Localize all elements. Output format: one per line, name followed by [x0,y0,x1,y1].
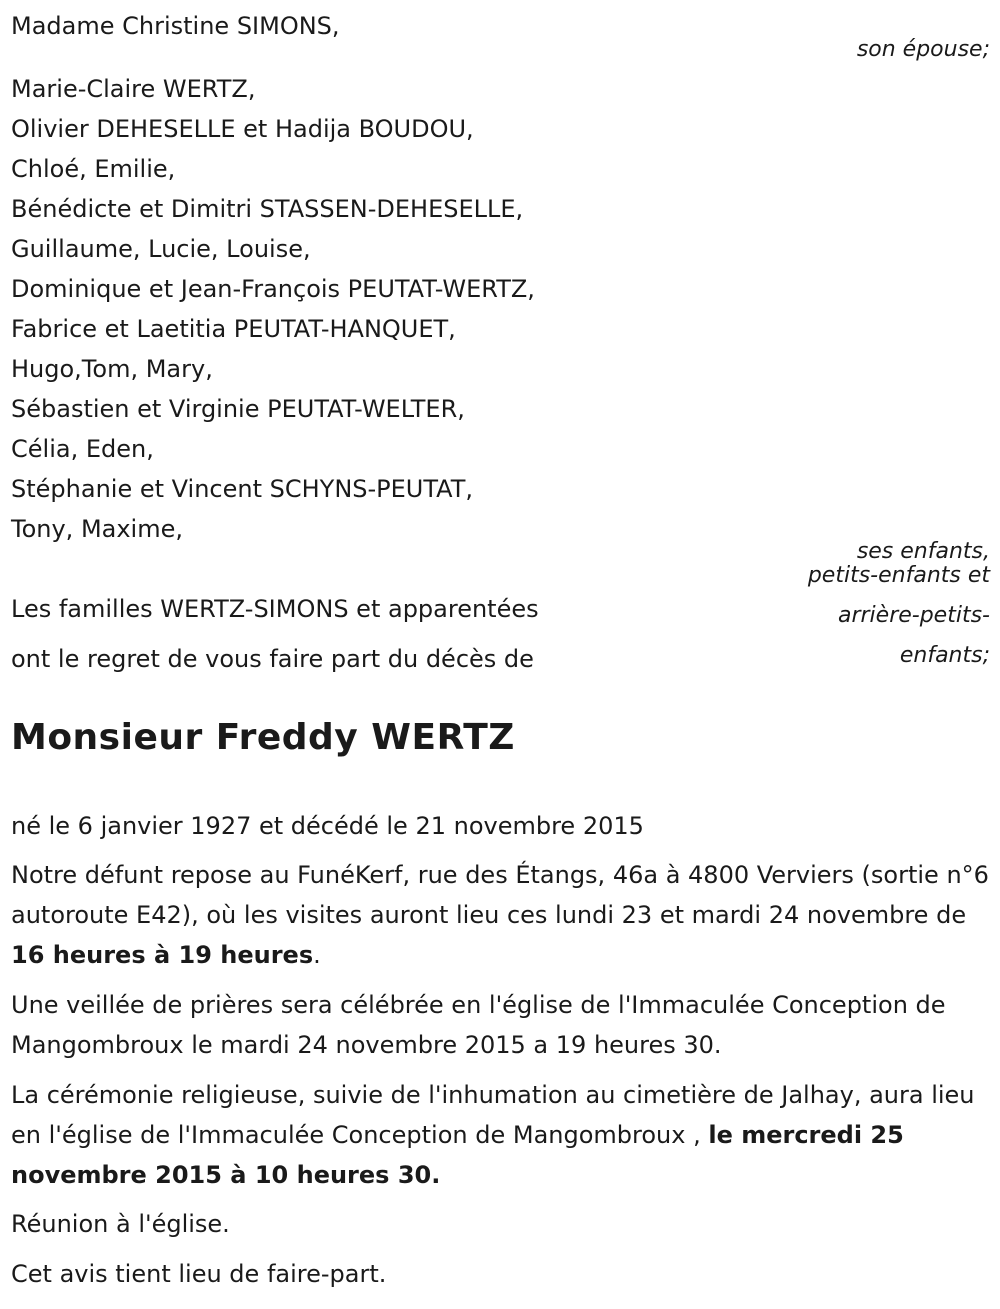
family-member: Stéphanie et Vincent SCHYNS-PEUTAT, [11,475,474,503]
family-member: Marie-Claire WERTZ, [11,75,256,103]
vigil-text: Une veillée de prières sera célébrée en l'église de l'Immaculée Conception de Mangombroux le mardi 24 novembre 2015 a 19 heures 30. [11,991,946,1059]
family-role-line: petits-enfants et [807,563,990,588]
visitation-end: . [313,941,321,969]
family-member: Dominique et Jean-François PEUTAT-WERTZ, [11,275,535,303]
family-member: Olivier DEHESELLE et Hadija BOUDOU, [11,115,474,143]
spouse-role: son épouse; [856,37,990,62]
visitation-text: Notre défunt repose au FunéKerf, rue des Étangs, 46a à 4800 Verviers (sortie n°6 autoroute E42), où les visites auront lieu ces lundi 23 et mardi 24 novembre de [11,861,989,929]
family-role-line: arrière-petits- [837,603,990,628]
deceased-name: Monsieur Freddy WERTZ [11,717,515,758]
family-member: Hugo,Tom, Mary, [11,355,213,383]
family-member: Chloé, Emilie, [11,155,176,183]
gathering-text: Réunion à l'église. [11,1210,230,1238]
family-member: Bénédicte et Dimitri STASSEN-DEHESELLE, [11,195,524,223]
visitation-hours: 16 heures à 19 heures [11,941,314,969]
notice-text: Cet avis tient lieu de faire-part. [11,1260,387,1288]
family-member: Tony, Maxime, [11,515,183,543]
family-role-line: ses enfants, [856,539,990,564]
ceremony-paragraph [11,1075,996,1195]
family-member: Fabrice et Laetitia PEUTAT-HANQUET, [11,315,456,343]
ceremony-text: La cérémonie religieuse, suivie de l'inhumation au cimetière de Jalhay, aura lieu en l'église de l'Immaculée Conception de Mangombroux , [11,1081,975,1149]
announcement-line: ont le regret de vous faire part du décès de [11,645,534,673]
family-member: Sébastien et Virginie PEUTAT-WELTER, [11,395,465,423]
family-member: Célia, Eden, [11,435,154,463]
family-member: Guillaume, Lucie, Louise, [11,235,311,263]
birth-death-dates: né le 6 janvier 1927 et décédé le 21 novembre 2015 [11,812,644,840]
visitation-paragraph [11,855,996,975]
announcement-line: Les familles WERTZ-SIMONS et apparentées [11,595,539,623]
spouse-name: Madame Christine SIMONS, [11,12,340,40]
vigil-paragraph [11,985,996,1065]
ceremony-when: le mercredi 25 novembre 2015 à 10 heures 30. [11,1121,904,1189]
family-role-line: enfants; [899,643,990,668]
